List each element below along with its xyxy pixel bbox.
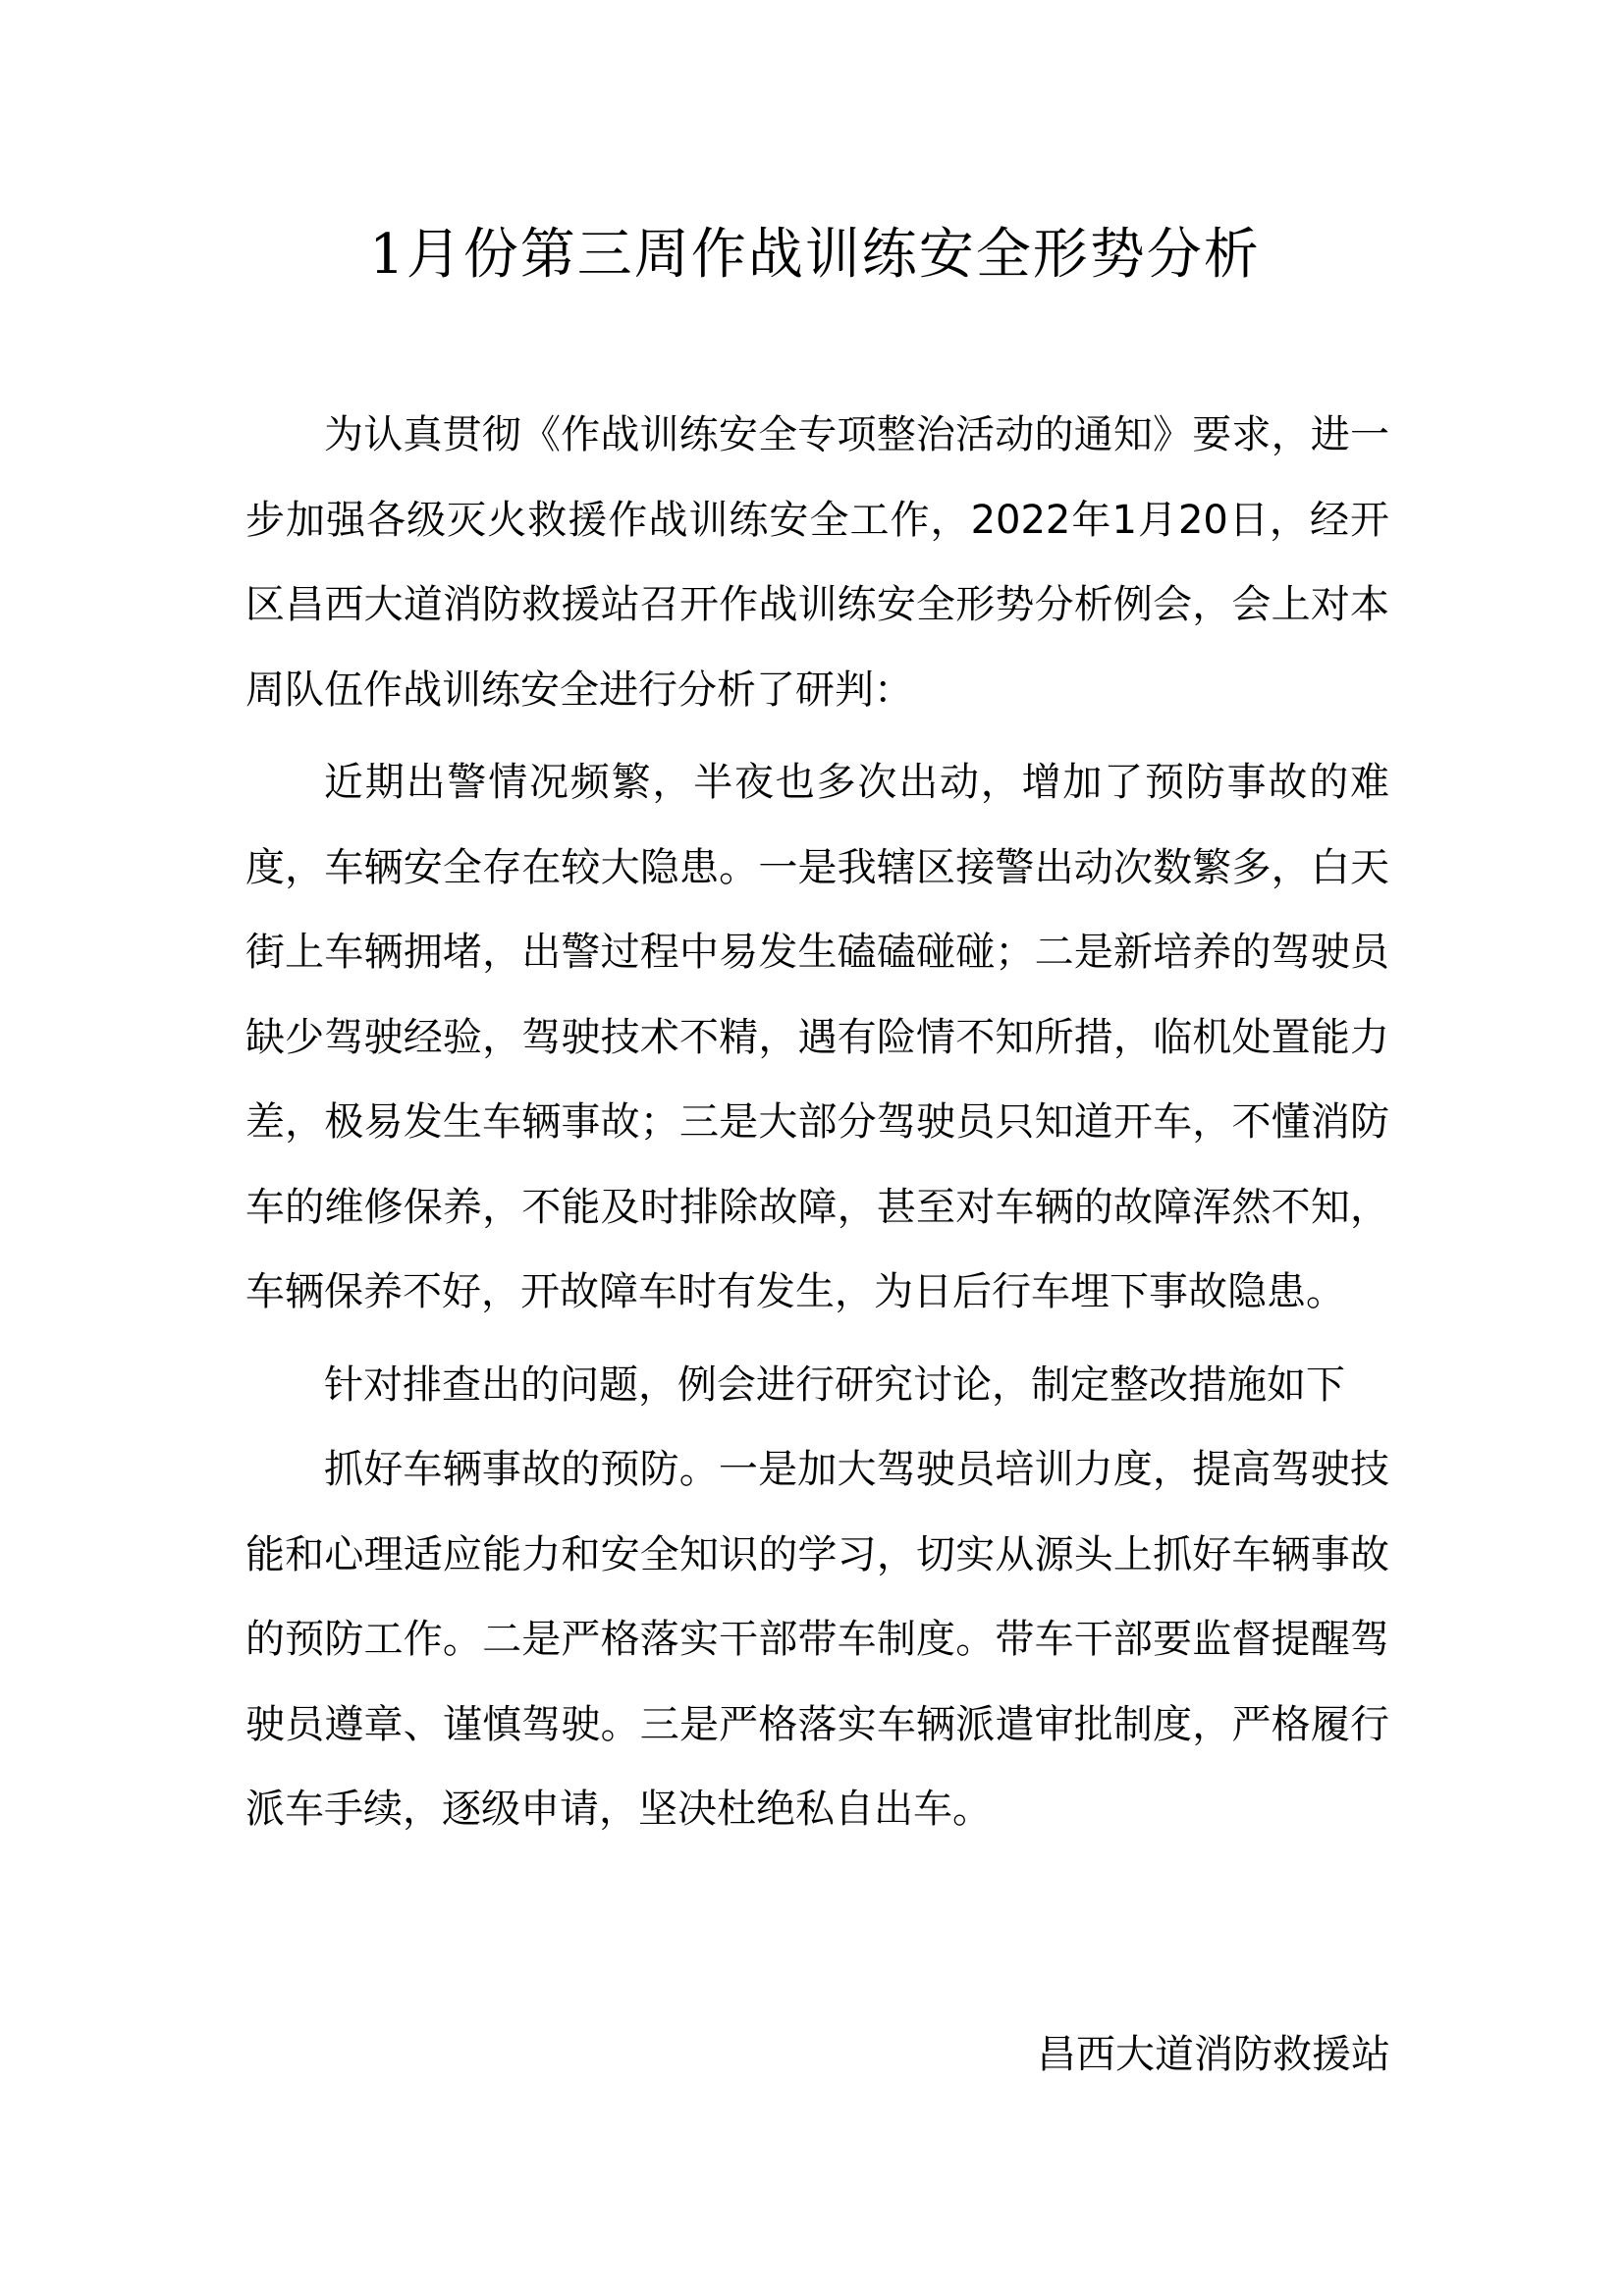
document-title: 1月份第三周作战训练安全形势分析: [369, 223, 1261, 287]
paragraph-measures: 抓好车辆事故的预防。一是加大驾驶员培训力度，提高驾驶技能和心理适应能力和安全知识的学习，切实从源头上抓好车辆事故的预防工作。二是严格落实干部带车制度。带车干部要监督提醒驾驶员遵章、谨慎驾驶。三是严格落实车辆派遣审批制度，严格履行派车手续，逐级申请，坚决杜绝私自出车。: [245, 1447, 1389, 1832]
signature-organization: 昌西大道消防救援站: [1037, 2032, 1390, 2077]
paragraph-intro: 为认真贯彻《作战训练安全专项整治活动的通知》要求，进一步加强各级灭火救援作战训练安全工作，2022年1月20日，经开区昌西大道消防救援站召开作战训练安全形势分析例会，会上对本周队伍作战训练安全进行分析了研判：: [245, 412, 1389, 713]
document-body: [245, 393, 1389, 1852]
paragraph-discussion: 针对排查出的问题，例会进行研究讨论，制定整改措施如下: [324, 1362, 1345, 1408]
paragraph-situation: 近期出警情况频繁，半夜也多次出动，增加了预防事故的难度，车辆安全存在较大隐患。一是我辖区接警出动次数繁多，白天街上车辆拥堵，出警过程中易发生磕磕碰碰；二是新培养的驾驶员缺少驾驶经验，驾驶技术不精，遇有险情不知所措，临机处置能力差，极易发生车辆事故；三是大部分驾驶员只知道开车，不懂消防车的维修保养，不能及时排除故障，甚至对车辆的故障浑然不知，车辆保养不好，开故障车时有发生，为日后行车埋下事故隐患。: [245, 760, 1389, 1314]
